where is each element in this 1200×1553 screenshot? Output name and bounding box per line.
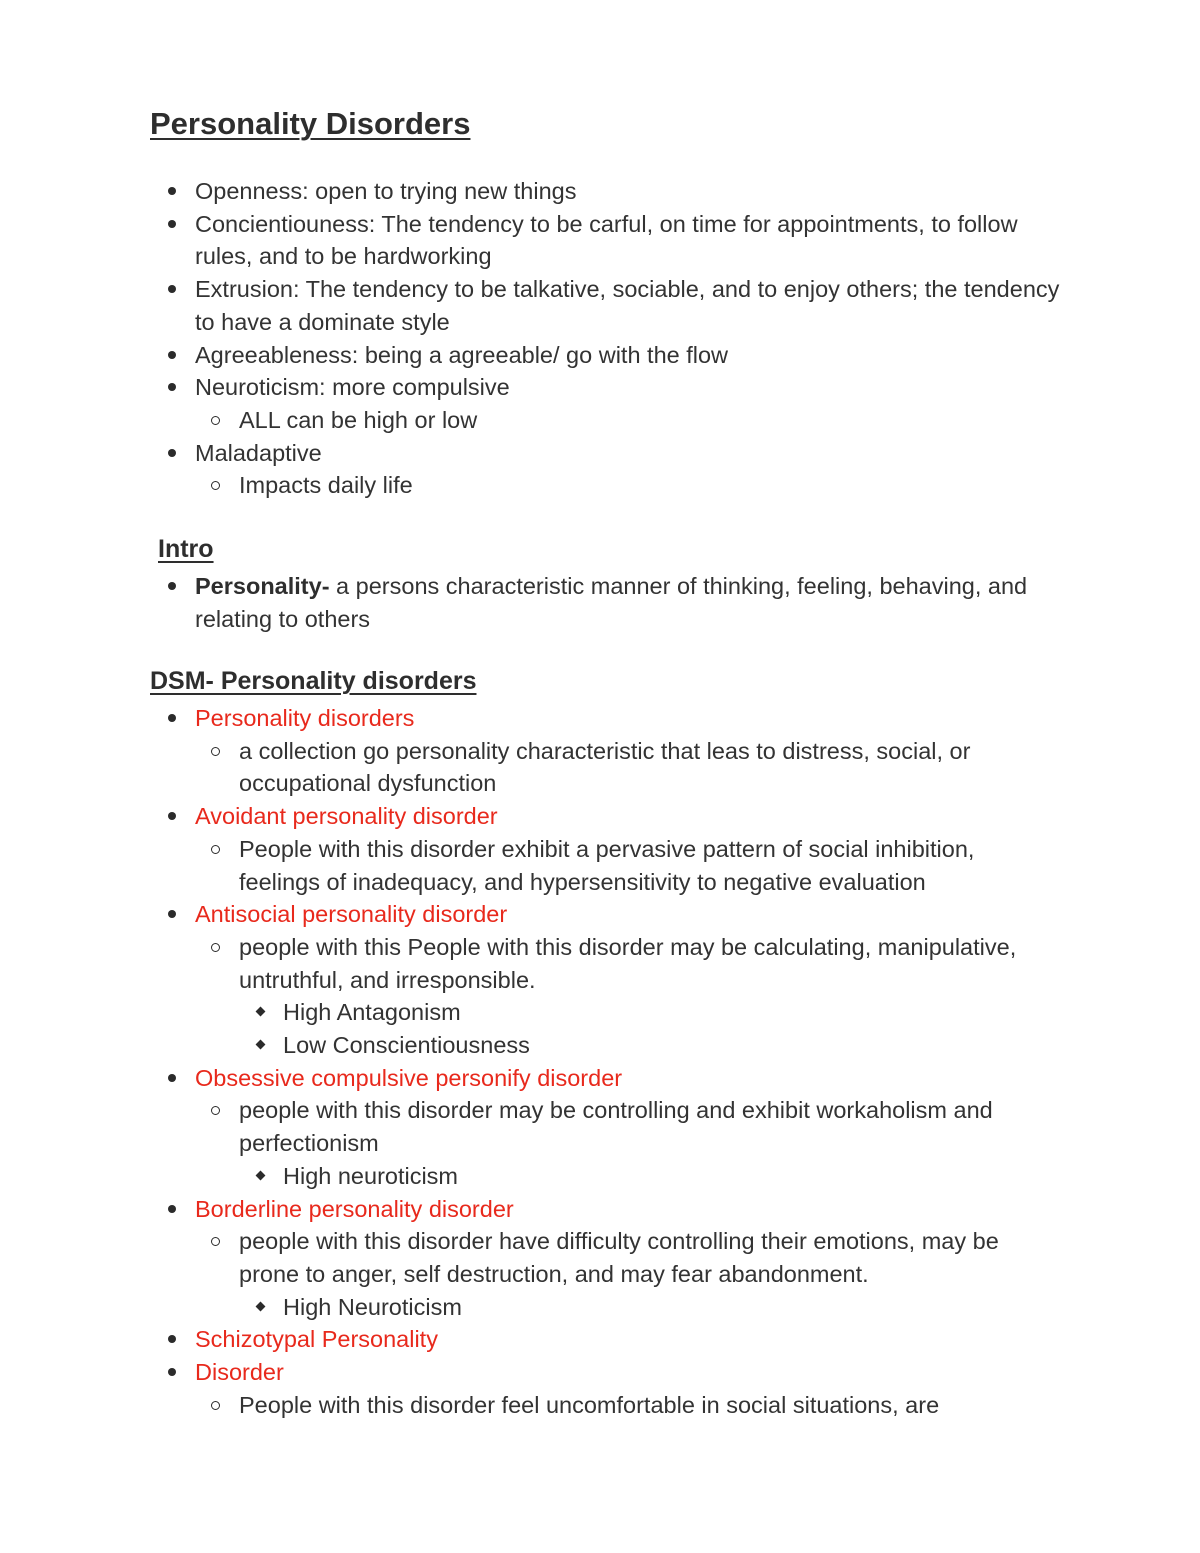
bullet-disc-icon	[168, 1074, 176, 1082]
sub-list-item: People with this disorder feel uncomfortable in social situations, are	[0, 1389, 1059, 1422]
bullet-diamond-icon	[256, 1170, 266, 1180]
page-title: Personality Disorders	[150, 106, 471, 141]
sub-list-item: people with this disorder have difficulty controlling their emotions, may be prone to anger, self destruction, and may fear abandonment.	[0, 1225, 1059, 1290]
bullet-circle-icon	[211, 943, 220, 952]
bullet-disc-icon	[168, 383, 176, 391]
bullet-disc-icon	[168, 812, 176, 820]
sub-sub-list-item: High Neuroticism	[0, 1291, 1063, 1324]
bullet-circle-icon	[211, 747, 220, 756]
list-item: Maladaptive	[0, 437, 1065, 470]
bullet-disc-icon	[168, 910, 176, 918]
list-item: Openness: open to trying new things	[0, 175, 1065, 208]
traits-list	[0, 175, 1200, 502]
bullet-disc-icon	[168, 285, 176, 293]
disorder-item: Schizotypal Personality	[0, 1323, 1065, 1356]
bullet-disc-icon	[168, 220, 176, 228]
bullet-disc-icon	[168, 187, 176, 195]
sub-list-item: People with this disorder exhibit a pervasive pattern of social inhibition, feelings of inadequacy, and hypersensitivity to negative evaluation	[0, 833, 1059, 898]
bullet-circle-icon	[211, 1106, 220, 1115]
term: Personality-	[195, 573, 330, 599]
sub-sub-list-item: Low Conscientiousness	[0, 1029, 1063, 1062]
disorder-item: Antisocial personality disorder	[0, 898, 1065, 931]
disorder-item: Obsessive compulsive personify disorder	[0, 1062, 1065, 1095]
sub-list-item: people with this disorder may be controlling and exhibit workaholism and perfectionism	[0, 1094, 1059, 1159]
list-item	[0, 570, 1065, 635]
bullet-disc-icon	[168, 449, 176, 457]
sub-list-item: ALL can be high or low	[0, 404, 1059, 437]
disorder-item: Avoidant personality disorder	[0, 800, 1065, 833]
bullet-disc-icon	[168, 714, 176, 722]
list-item: Neuroticism: more compulsive	[0, 371, 1065, 404]
bullet-diamond-icon	[256, 1040, 266, 1050]
intro-heading: Intro	[158, 535, 214, 563]
disorder-item: Disorder	[0, 1356, 1065, 1389]
sub-list-item: people with this People with this disorder may be calculating, manipulative, untruthful, and irresponsible.	[0, 931, 1059, 996]
sub-sub-list-item: High Antagonism	[0, 996, 1063, 1029]
bullet-circle-icon	[211, 416, 220, 425]
list-item: Agreeableness: being a agreeable/ go with the flow	[0, 339, 1065, 372]
bullet-disc-icon	[168, 1335, 176, 1343]
sub-list-item: Impacts daily life	[0, 469, 1059, 502]
list-item: Extrusion: The tendency to be talkative, sociable, and to enjoy others; the tendency to have a dominate style	[0, 273, 1065, 338]
bullet-diamond-icon	[256, 1301, 266, 1311]
bullet-diamond-icon	[256, 1007, 266, 1017]
definition: a persons characteristic manner of thinking, feeling, behaving, and relating to others	[195, 573, 1028, 632]
bullet-circle-icon	[211, 1237, 220, 1246]
dsm-list	[0, 702, 1200, 1421]
sub-sub-list-item: High neuroticism	[0, 1160, 1063, 1193]
intro-list	[0, 570, 1200, 635]
bullet-disc-icon	[168, 582, 176, 590]
bullet-circle-icon	[211, 845, 220, 854]
sub-list-item: a collection go personality characteristic that leas to distress, social, or occupational dysfunction	[0, 735, 1059, 800]
list-item: Concientiouness: The tendency to be carful, on time for appointments, to follow rules, and to be hardworking	[0, 208, 1065, 273]
bullet-disc-icon	[168, 1368, 176, 1376]
bullet-circle-icon	[211, 1401, 220, 1410]
bullet-disc-icon	[168, 351, 176, 359]
dsm-heading: DSM- Personality disorders	[150, 667, 477, 695]
bullet-circle-icon	[211, 481, 220, 490]
disorder-item: Personality disorders	[0, 702, 1065, 735]
disorder-item: Borderline personality disorder	[0, 1193, 1065, 1226]
bullet-disc-icon	[168, 1205, 176, 1213]
